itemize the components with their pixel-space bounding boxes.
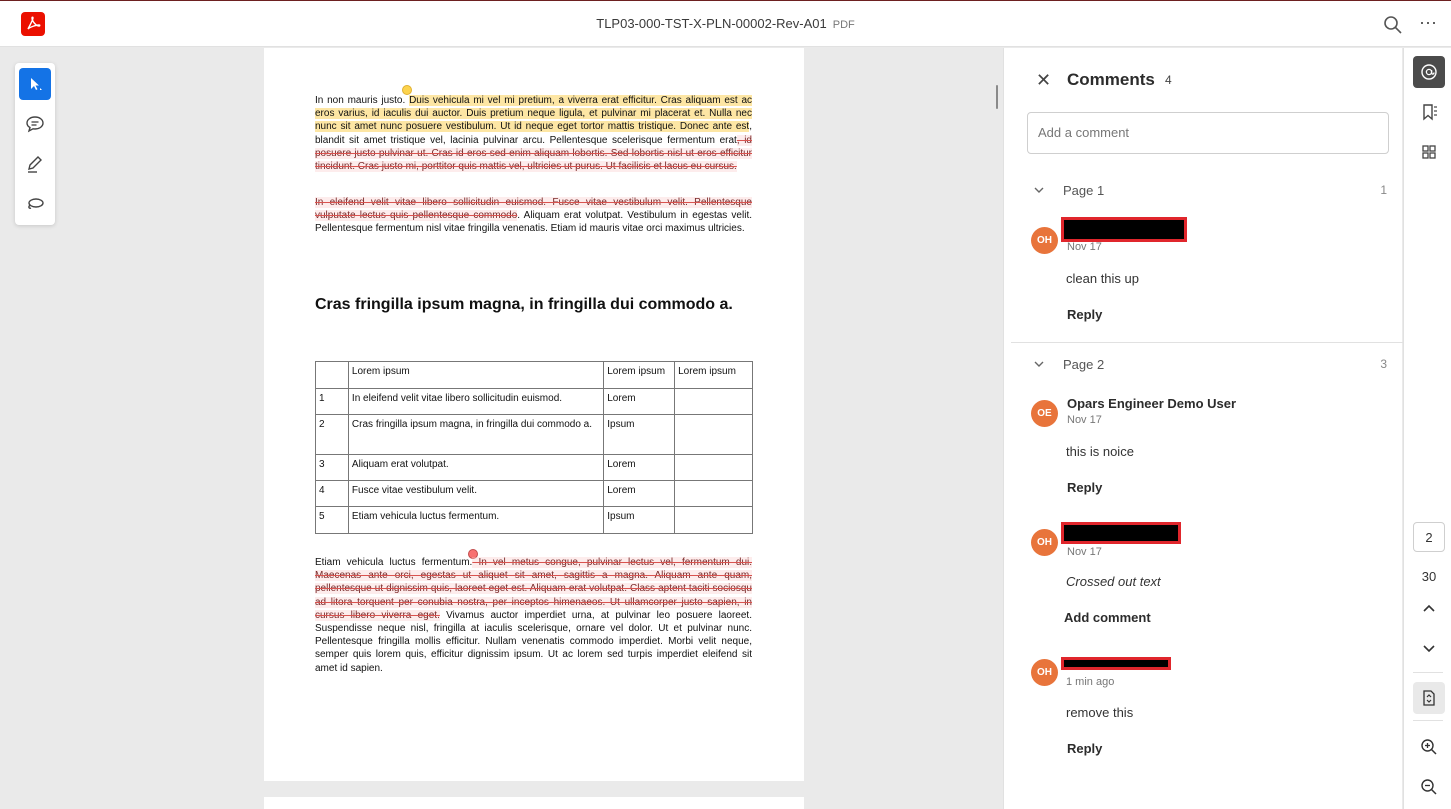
comment-date: Nov 17 bbox=[1067, 546, 1102, 558]
group-count: 1 bbox=[1380, 183, 1387, 197]
table-row bbox=[316, 507, 753, 534]
total-pages: 30 bbox=[1421, 569, 1437, 584]
zoom-in-button[interactable] bbox=[1413, 731, 1445, 763]
text-run: In non mauris justo. bbox=[315, 95, 410, 106]
comment-item[interactable] bbox=[1031, 396, 1381, 500]
group-label: Page 1 bbox=[1063, 183, 1105, 198]
avatar: OH bbox=[1031, 529, 1058, 556]
file-name: TLP03-000-TST-X-PLN-00002-Rev-A01 bbox=[596, 16, 827, 31]
strikethrough-text[interactable]: , id posuere justo pulvinar ut. Cras id eros sed enim aliquam lobortis. Sed lobortis nisl ut eros efficitur tincidunt. Cras justo mi, porttitor quis mattis vel, ultricies ut purus. Ut facilisis et lacus eu cursus. bbox=[315, 134, 752, 173]
zoom-in-icon bbox=[1420, 738, 1438, 756]
comments-title: Comments bbox=[1067, 70, 1155, 89]
table-cell: 1 bbox=[316, 389, 349, 415]
group-divider bbox=[1011, 342, 1403, 343]
table-cell bbox=[675, 389, 753, 415]
table-row bbox=[316, 455, 753, 481]
comments-panel bbox=[1003, 48, 1402, 809]
table-cell: Cras fringilla ipsum magna, in fringilla dui commodo a. bbox=[348, 415, 603, 455]
page-scroll-icon bbox=[1420, 689, 1438, 707]
avatar: OH bbox=[1031, 659, 1058, 686]
strikethrough-text[interactable]: In vel metus congue, pulvinar lectus vel, fermentum dui. Maecenas ante orci, egestas ut aliquet sit amet, sagittis a magna. Aliquam ante quam, pellentesque ut dignissim quis, laoreet eget est. Aliquam erat volutpat. Class aptent taciti sociosqu ad litora torquent per conubia nostra, per inceptos himenaeos. Ut ullamcorper justo sapien, in cursus libero viverra eget. bbox=[315, 557, 752, 621]
reply-button[interactable]: Reply bbox=[1067, 741, 1103, 756]
comment-item[interactable] bbox=[1031, 659, 1381, 759]
close-icon[interactable]: ✕ bbox=[1036, 70, 1052, 90]
previous-page-button[interactable] bbox=[1413, 593, 1445, 625]
table-row bbox=[316, 389, 753, 415]
text-run: Vivamus auctor imperdiet urna, at pulvinar leo posuere laoreet. Suspendisse neque nisl, fringilla at iaculis scelerisque, ornare vel dolor. Ut et pulvinar nunc. Pellentesque fringilla mollis efficitur. Nullam venenatis commodo imperdiet. Morbi velit neque, semper quis lorem quis, efficitur dignissim ipsum. Ut ac lorem sed turpis imperdiet eleifend sit amet id sapien. bbox=[315, 609, 752, 674]
grid-icon bbox=[1421, 144, 1437, 160]
tool-rail bbox=[15, 63, 55, 225]
table-cell: Lorem ipsum bbox=[675, 362, 753, 389]
comment-date: Nov 17 bbox=[1067, 414, 1102, 426]
highlighted-text[interactable]: Duis vehicula mi vel mi pretium, a viverra erat efficitur. Cras aliquam est ac eros varius, id iaculis dui auctor. Duis pretium neque ligula, et pulvinar mi placerat et. Nulla nec nunc sit amet nunc posuere vestibulum. Ut id neque eget tortor mattis tristique. Donec ante est bbox=[315, 95, 753, 133]
table-cell bbox=[316, 362, 349, 389]
file-type: PDF bbox=[832, 19, 855, 31]
right-rail bbox=[1403, 48, 1451, 809]
text-run: Etiam vehicula luctus fermentum. bbox=[315, 557, 473, 568]
avatar: OE bbox=[1031, 400, 1058, 427]
chevron-down-icon bbox=[1033, 358, 1045, 370]
comment-item[interactable] bbox=[1031, 529, 1381, 629]
table-row bbox=[316, 415, 753, 455]
comment-group-page-1[interactable] bbox=[1033, 182, 1389, 202]
table-cell: Lorem ipsum bbox=[604, 362, 675, 389]
reply-button[interactable]: Reply bbox=[1067, 307, 1103, 322]
redacted-author-name bbox=[1061, 522, 1181, 544]
paragraph-3 bbox=[315, 556, 752, 675]
text-run: . Aliquam erat volutpat. Vestibulum in egestas velit. Pellentesque fermentum nisl vitae fringilla venenatis. Etiam id mauris vitae orci maximus ultricies. bbox=[315, 210, 752, 235]
lasso-tool-button[interactable] bbox=[19, 188, 51, 220]
group-count: 3 bbox=[1380, 357, 1387, 371]
chevron-up-icon bbox=[1422, 602, 1436, 616]
comment-icon bbox=[25, 114, 45, 134]
cursor-icon bbox=[27, 76, 43, 92]
bookmark-icon bbox=[1420, 103, 1438, 121]
table-cell bbox=[675, 507, 753, 534]
comment-item[interactable] bbox=[1031, 227, 1381, 327]
table-cell: 5 bbox=[316, 507, 349, 534]
comment-text: remove this bbox=[1066, 705, 1134, 720]
table-cell: Aliquam erat volutpat. bbox=[348, 455, 603, 481]
rail-divider bbox=[1413, 672, 1443, 673]
document-table bbox=[315, 361, 753, 534]
table-cell: 3 bbox=[316, 455, 349, 481]
chevron-down-icon bbox=[1033, 184, 1045, 196]
zoom-out-icon bbox=[1420, 778, 1438, 796]
table-cell: Lorem bbox=[604, 481, 675, 507]
rail-divider bbox=[1413, 720, 1443, 721]
table-cell: In eleifend velit vitae libero sollicitudin euismod. bbox=[348, 389, 603, 415]
table-cell bbox=[675, 415, 753, 455]
scrollbar-handle[interactable] bbox=[996, 85, 998, 109]
table-cell: Lorem ipsum bbox=[348, 362, 603, 389]
table-cell: Etiam vehicula luctus fermentum. bbox=[348, 507, 603, 534]
comment-text: this is noice bbox=[1066, 444, 1134, 459]
next-document-page bbox=[264, 797, 804, 809]
current-page-input[interactable]: 2 bbox=[1413, 522, 1445, 552]
table-cell bbox=[675, 481, 753, 507]
zoom-out-button[interactable] bbox=[1413, 771, 1445, 803]
select-tool-button[interactable] bbox=[19, 68, 51, 100]
table-cell: 2 bbox=[316, 415, 349, 455]
group-label: Page 2 bbox=[1063, 357, 1105, 372]
top-bar bbox=[0, 1, 1451, 47]
comment-group-page-2[interactable] bbox=[1033, 356, 1389, 376]
comment-text: clean this up bbox=[1066, 271, 1139, 286]
redacted-author-name bbox=[1061, 217, 1187, 242]
search-icon[interactable] bbox=[1383, 15, 1403, 35]
table-header-row bbox=[316, 362, 753, 389]
chevron-down-icon bbox=[1422, 641, 1436, 655]
strikethrough-text[interactable]: In eleifend velit vitae libero sollicitudin euismod. Fusce vitae vestibulum velit. Pellentesque vulputate lectus quis pellentesque commodo bbox=[315, 197, 752, 222]
pen-icon bbox=[25, 154, 45, 174]
add-comment-input[interactable]: Add a comment bbox=[1027, 112, 1389, 154]
bookmarks-button[interactable] bbox=[1413, 96, 1445, 128]
comments-count: 4 bbox=[1165, 73, 1172, 87]
draw-tool-button[interactable] bbox=[19, 148, 51, 180]
lasso-icon bbox=[25, 194, 45, 214]
thumbnails-button[interactable] bbox=[1413, 136, 1445, 168]
add-comment-tool-button[interactable] bbox=[19, 108, 51, 140]
comments-panel-button[interactable] bbox=[1413, 56, 1445, 88]
table-row bbox=[316, 481, 753, 507]
table-cell: Ipsum bbox=[604, 507, 675, 534]
document-title bbox=[0, 16, 1451, 31]
table-cell: Ipsum bbox=[604, 415, 675, 455]
table-cell: Fusce vitae vestibulum velit. bbox=[348, 481, 603, 507]
section-heading: Cras fringilla ipsum magna, in fringilla dui commodo a. bbox=[315, 296, 733, 313]
comment-date: 1 min ago bbox=[1066, 676, 1115, 688]
text-run: , blandit sit amet tristique vel, lacinia pulvinar arcu. Pellentesque scelerisque fermentum erat bbox=[315, 121, 752, 146]
comment-date: Nov 17 bbox=[1067, 241, 1102, 253]
table-cell bbox=[675, 455, 753, 481]
redacted-author-name bbox=[1061, 657, 1171, 670]
comment-text: Crossed out text bbox=[1066, 574, 1161, 589]
avatar: OH bbox=[1031, 227, 1058, 254]
more-options-icon[interactable]: ⋯ bbox=[1419, 13, 1438, 33]
table-cell: Lorem bbox=[604, 389, 675, 415]
document-page bbox=[264, 48, 804, 781]
table-cell: 4 bbox=[316, 481, 349, 507]
paragraph-1 bbox=[315, 94, 752, 173]
next-page-button[interactable] bbox=[1413, 632, 1445, 664]
table-cell: Lorem bbox=[604, 455, 675, 481]
page-fit-button[interactable] bbox=[1413, 682, 1445, 714]
paragraph-2 bbox=[315, 196, 752, 236]
comment-author: Opars Engineer Demo User bbox=[1067, 396, 1237, 411]
reply-button[interactable]: Reply bbox=[1067, 480, 1103, 495]
comment-at-icon bbox=[1420, 63, 1438, 81]
add-comment-button[interactable]: Add comment bbox=[1064, 610, 1151, 625]
